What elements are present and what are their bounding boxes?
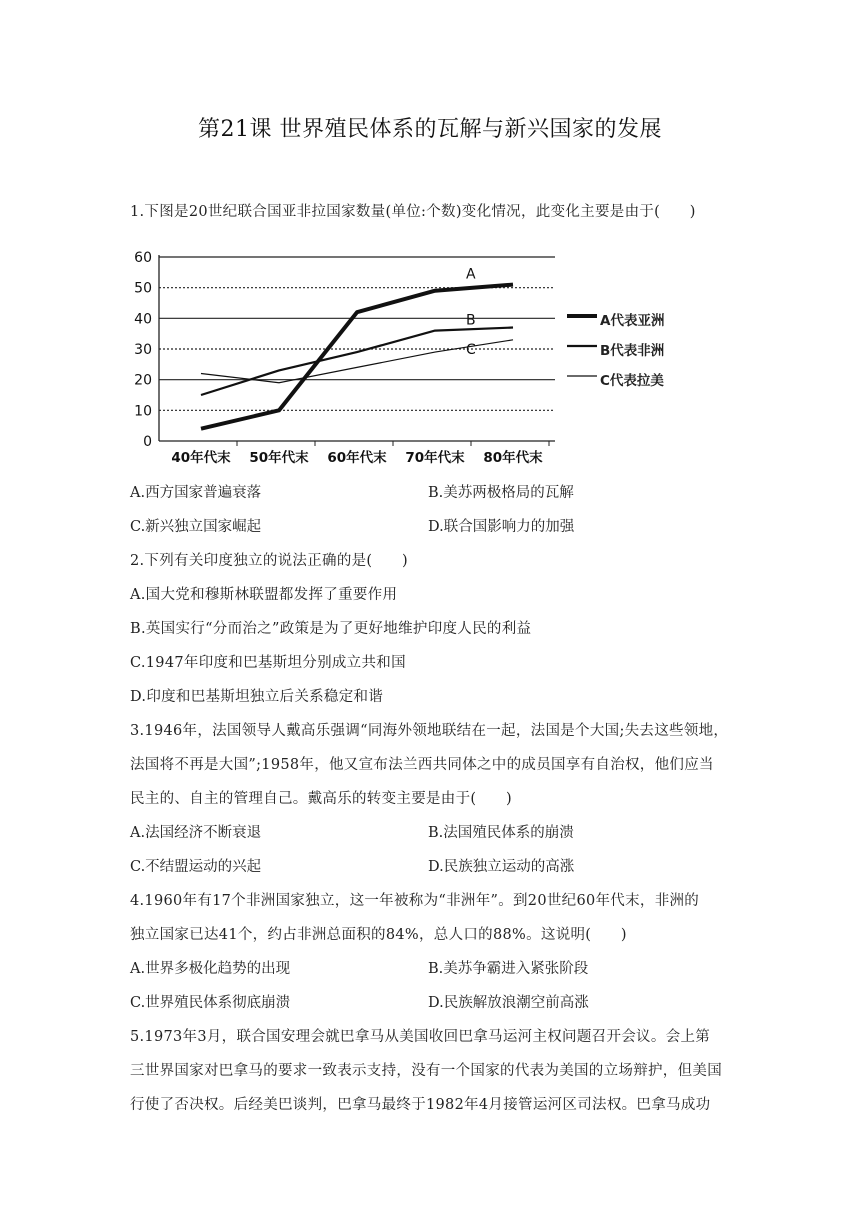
- question-3-stem-line-3: 民主的、自主的管理自己。戴高乐的转变主要是由于( ): [130, 791, 512, 807]
- y-tick-label: 40: [134, 311, 152, 328]
- option-d[interactable]: D.联合国影响力的加强: [428, 519, 575, 535]
- country-count-line-chart: [125, 240, 565, 470]
- y-tick-label: 20: [134, 372, 152, 389]
- option-b[interactable]: B.法国殖民体系的崩溃: [428, 825, 574, 841]
- series-letter-label: A: [466, 266, 476, 283]
- x-tick-label: 50年代末: [249, 450, 309, 466]
- option-a[interactable]: A.国大党和穆斯林联盟都发挥了重要作用: [130, 587, 398, 603]
- x-tick-label: 70年代末: [405, 450, 465, 466]
- question-4-stem-line-1: 4.1960年有17个非洲国家独立，这一年被称为“非洲年”。到20世纪60年代末，非洲的: [130, 893, 700, 909]
- series-letter-label: B: [466, 312, 476, 329]
- question-3-stem-line-2: 法国将不再是大国”;1958年，他又宣布法兰西共同体之中的成员国享有自治权，他们应当: [130, 757, 714, 773]
- option-b[interactable]: B.美苏两极格局的瓦解: [428, 485, 574, 501]
- question-2-stem: 2.下列有关印度独立的说法正确的是( ): [130, 553, 408, 569]
- x-tick-label: 40年代末: [171, 450, 231, 466]
- x-tick-label: 60年代末: [327, 450, 387, 466]
- legend-label: B代表非洲: [600, 343, 665, 359]
- option-a[interactable]: A.法国经济不断衰退: [130, 825, 262, 841]
- legend-label: C代表拉美: [600, 373, 664, 389]
- series-line-b: [201, 328, 513, 395]
- chart-legend: [600, 306, 664, 396]
- option-c[interactable]: C.不结盟运动的兴起: [130, 859, 262, 875]
- legend-item: [600, 306, 664, 336]
- question-4-stem-line-2: 独立国家已达41个，约占非洲总面积的84%，总人口的88%。这说明( ): [130, 927, 627, 943]
- legend-label: A代表亚洲: [600, 313, 665, 329]
- option-b[interactable]: B.英国实行“分而治之”政策是为了更好地维护印度人民的利益: [130, 621, 532, 637]
- option-c[interactable]: C.1947年印度和巴基斯坦分别成立共和国: [130, 655, 406, 671]
- question-5-stem-line-3: 行使了否决权。后经美巴谈判，巴拿马最终于1982年4月接管运河区司法权。巴拿马成功: [130, 1097, 711, 1113]
- question-5-stem-line-1: 5.1973年3月，联合国安理会就巴拿马从美国收回巴拿马运河主权问题召开会议。会上第: [130, 1029, 711, 1045]
- legend-item: [600, 336, 664, 366]
- y-tick-label: 0: [143, 434, 152, 450]
- option-a[interactable]: A.西方国家普遍衰落: [130, 485, 262, 501]
- option-d[interactable]: D.民族解放浪潮空前高涨: [428, 995, 589, 1011]
- option-c[interactable]: C.世界殖民体系彻底崩溃: [130, 995, 291, 1011]
- question-5-stem-line-2: 三世界国家对巴拿马的要求一致表示支持，没有一个国家的代表为美国的立场辩护，但美国: [130, 1063, 722, 1079]
- series-letter-label: C: [466, 342, 476, 359]
- legend-item: [600, 366, 664, 396]
- option-d[interactable]: D.民族独立运动的高涨: [428, 859, 575, 875]
- y-tick-label: 10: [134, 403, 152, 420]
- option-b[interactable]: B.美苏争霸进入紧张阶段: [428, 961, 589, 977]
- option-a[interactable]: A.世界多极化趋势的出现: [130, 961, 291, 977]
- question-1-stem: 1.下图是20世纪联合国亚非拉国家数量(单位:个数)变化情况，此变化主要是由于( ): [130, 204, 696, 220]
- x-tick-label: 80年代末: [483, 450, 543, 466]
- y-tick-label: 30: [134, 342, 152, 358]
- question-3-stem-line-1: 3.1946年，法国领导人戴高乐强调“同海外领地联结在一起，法国是个大国;失去这些领地，: [130, 723, 729, 739]
- y-tick-label: 50: [134, 280, 152, 297]
- option-c[interactable]: C.新兴独立国家崛起: [130, 519, 262, 535]
- y-tick-label: 60: [134, 250, 152, 266]
- page-title: 第21课 世界殖民体系的瓦解与新兴国家的发展: [198, 117, 662, 142]
- option-d[interactable]: D.印度和巴基斯坦独立后关系稳定和谐: [130, 689, 384, 705]
